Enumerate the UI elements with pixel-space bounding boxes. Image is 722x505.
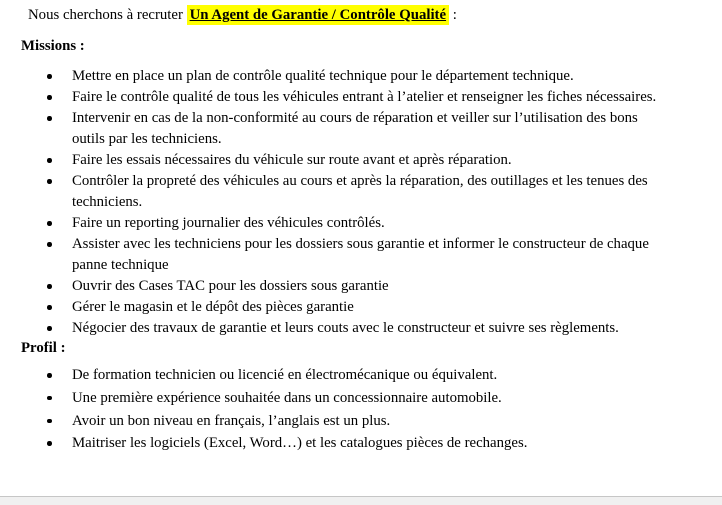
list-item <box>0 108 664 150</box>
list-item-text: Ouvrir des Cases TAC pour les dossiers sous garantie <box>72 278 389 294</box>
list-item-text: Faire le contrôle qualité de tous les véhicules entrant à l’atelier et renseigner les fiches nécessaires. <box>72 89 657 105</box>
section-heading-missions: Missions : <box>21 38 85 54</box>
list-item-text: Négocier des travaux de garantie et leurs couts avec le constructeur et suivre ses règlements. <box>72 320 619 336</box>
list-item <box>0 387 664 410</box>
intro-text: Nous cherchons à recruter <box>28 7 187 23</box>
job-title-highlight: Un Agent de Garantie / Contrôle Qualité <box>187 5 449 25</box>
list-item-text: Avoir un bon niveau en français, l’anglais est un plus. <box>72 412 391 429</box>
list-item <box>0 276 664 297</box>
bullet-icon <box>47 326 52 331</box>
window-bottom-edge <box>0 496 722 505</box>
list-item-text: Gérer le magasin et le dépôt des pièces garantie <box>72 299 354 315</box>
list-item <box>0 171 664 213</box>
bullet-icon <box>47 242 52 247</box>
list-item-text: Maitriser les logiciels (Excel, Word…) et les catalogues pièces de rechanges. <box>72 435 528 452</box>
list-item <box>0 213 664 234</box>
list-item-text: Intervenir en cas de la non-conformité au cours de réparation et veiller sur l’utilisation des bons outils par les techniciens. <box>72 110 638 147</box>
list-item <box>0 297 664 318</box>
bullet-icon <box>47 95 52 100</box>
intro-paragraph <box>28 5 722 25</box>
document-page <box>0 5 722 505</box>
list-item <box>0 432 664 455</box>
list-item-text: Contrôler la propreté des véhicules au cours et après la réparation, des outillages et les tenues des techniciens. <box>72 173 648 210</box>
list-item <box>0 364 664 387</box>
list-item <box>0 234 664 276</box>
profil-list <box>0 364 722 455</box>
list-item-text: Mettre en place un plan de contrôle qualité technique pour le département technique. <box>72 68 574 84</box>
section-heading-profil: Profil : <box>21 340 66 356</box>
bullet-icon <box>47 221 52 226</box>
list-item <box>0 150 664 171</box>
missions-list <box>0 66 722 339</box>
list-item-text: De formation technicien ou licencié en électromécanique ou équivalent. <box>72 367 498 383</box>
list-item-text: Faire un reporting journalier des véhicules contrôlés. <box>72 215 385 231</box>
bullet-icon <box>47 74 52 79</box>
bullet-icon <box>47 373 52 378</box>
bullet-icon <box>47 396 52 401</box>
bullet-icon <box>47 419 52 424</box>
bullet-icon <box>47 441 52 446</box>
list-item <box>0 318 664 339</box>
bullet-icon <box>47 305 52 310</box>
list-item-text: Une première expérience souhaitée dans un concessionnaire automobile. <box>72 389 502 406</box>
list-item <box>0 87 664 108</box>
list-item-text: Assister avec les techniciens pour les dossiers sous garantie et informer le constructeur de chaque panne technique <box>72 236 649 273</box>
bullet-icon <box>47 158 52 163</box>
intro-colon: : <box>449 7 457 23</box>
list-item-text: Faire les essais nécessaires du véhicule sur route avant et après réparation. <box>72 152 512 168</box>
list-item <box>0 410 664 433</box>
bullet-icon <box>47 284 52 289</box>
bullet-icon <box>47 116 52 121</box>
bullet-icon <box>47 179 52 184</box>
list-item <box>0 66 664 87</box>
